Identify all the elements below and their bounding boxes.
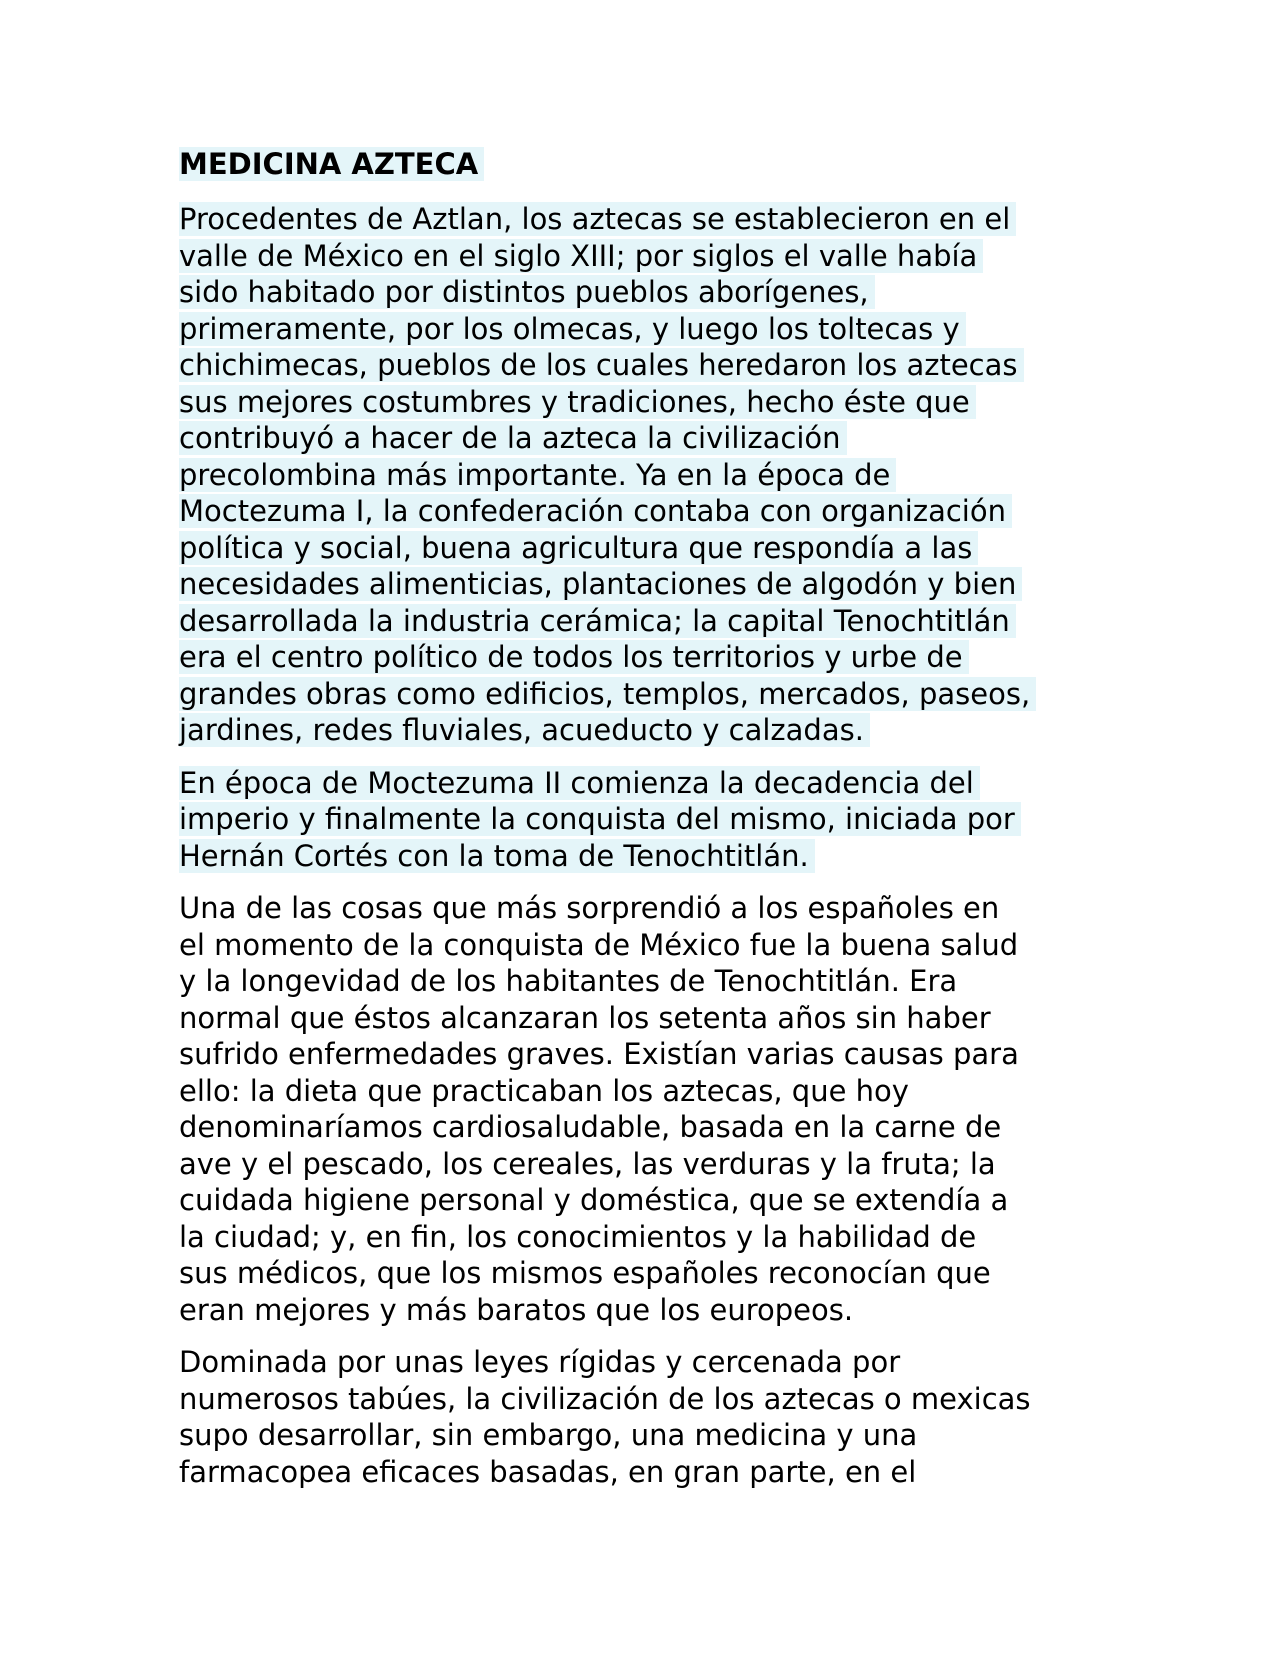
paragraph-line [179,457,1129,494]
paragraph-line-text: En época de Moctezuma II comienza la decadencia del [179,766,980,800]
paragraph [179,201,1129,749]
paragraph-line [179,347,1129,384]
paragraph-line [179,1454,1129,1491]
paragraph-line-text: chichimecas, pueblos de los cuales heredaron los aztecas [179,348,1024,382]
paragraph-line [179,274,1129,311]
paragraph-line [179,1109,1129,1146]
paragraph-line-text: numerosos tabúes, la civilización de los aztecas o mexicas [179,1381,1031,1416]
paragraph-line-text: contribuyó a hacer de la azteca la civilización [179,421,847,455]
paragraph-line-text: sufrido enfermedades graves. Existían varias causas para [179,1037,1019,1071]
paragraph-line [179,1000,1129,1037]
paragraph-line-text: Hernán Cortés con la toma de Tenochtitlán. [179,839,815,873]
paragraph-line [179,1381,1129,1418]
paragraph-line-text: el momento de la conquista de México fue la buena salud [179,927,1019,962]
paragraph-line [179,201,1129,238]
paragraph-line-text: Procedentes de Aztlan, los aztecas se establecieron en el [179,202,1016,236]
paragraph-line [179,1344,1129,1381]
paragraph-line [179,1073,1129,1110]
paragraph-line [179,566,1129,603]
paragraph-line [179,1255,1129,1292]
paragraph [179,765,1129,875]
paragraph-line-text: necesidades alimenticias, plantaciones de algodón y bien [179,567,1022,601]
paragraph-line-text: grandes obras como edificios, templos, mercados, paseos, [179,677,1036,711]
paragraph-line [179,1036,1129,1073]
paragraph-line [179,1292,1129,1329]
paragraph-line-text: Moctezuma I, la confederación contaba con organización [179,494,1012,528]
paragraph-line [179,493,1129,530]
paragraph-line-text: normal que éstos alcanzaran los setenta años sin haber [179,1000,991,1035]
paragraph-line [179,1182,1129,1219]
paragraph-line-text: imperio y finalmente la conquista del mismo, iniciada por [179,802,1021,836]
paragraph [179,1344,1129,1490]
paragraph-line [179,1417,1129,1454]
paragraph-line [179,603,1129,640]
paragraph-line [179,639,1129,676]
paragraph-line-text: supo desarrollar, sin embargo, una medicina y una [179,1418,918,1452]
paragraph-line-text: valle de México en el siglo XIII; por siglos el valle había [179,239,983,273]
paragraph-line [179,530,1129,567]
paragraph-line-text: ello: la dieta que practicaban los aztecas, que hoy [179,1073,909,1108]
paragraph-line-text: Dominada por unas leyes rígidas y cercenada por [179,1345,901,1379]
paragraph-line [179,1219,1129,1256]
paragraph-line-text: ave y el pescado, los cereales, las verduras y la fruta; la [179,1146,996,1181]
document-title-text: MEDICINA AZTECA [179,147,484,181]
paragraph-line [179,712,1129,749]
paragraph-list [179,201,1129,1490]
paragraph-line-text: sido habitado por distintos pueblos aborígenes, [179,275,875,309]
paragraph-line-text: denominaríamos cardiosaludable, basada en la carne de [179,1110,1002,1144]
paragraph-line [179,890,1129,927]
paragraph-line [179,838,1129,875]
document-body [179,146,1129,1506]
paragraph-line [179,963,1129,1000]
paragraph-line-text: primeramente, por los olmecas, y luego los toltecas y [179,312,966,346]
paragraph-line-text: sus médicos, que los mismos españoles reconocían que [179,1256,991,1290]
paragraph-line-text: eran mejores y más baratos que los europeos. [179,1292,854,1327]
paragraph-line-text: farmacopea eficaces basadas, en gran parte, en el [179,1454,917,1489]
paragraph-line-text: Una de las cosas que más sorprendió a los españoles en [179,891,1000,925]
paragraph-line [179,927,1129,964]
paragraph-line-text: desarrollada la industria cerámica; la capital Tenochtitlán [179,604,1016,638]
paragraph-line-text: sus mejores costumbres y tradiciones, hecho éste que [179,385,976,419]
paragraph-line-text: jardines, redes fluviales, acueducto y calzadas. [179,713,870,747]
paragraph-line-text: política y social, buena agricultura que respondía a las [179,531,978,565]
paragraph-line [179,384,1129,421]
paragraph-line [179,1146,1129,1183]
paragraph [179,890,1129,1328]
paragraph-line [179,238,1129,275]
paragraph-line-text: cuidada higiene personal y doméstica, que se extendía a [179,1183,1009,1217]
paragraph-line [179,676,1129,713]
paragraph-line [179,420,1129,457]
paragraph-line-text: precolombina más importante. Ya en la época de [179,458,896,492]
paragraph-line-text: la ciudad; y, en fin, los conocimientos y la habilidad de [179,1219,977,1254]
document-title [179,146,1129,183]
paragraph-line [179,801,1129,838]
paragraph-line [179,311,1129,348]
paragraph-line [179,765,1129,802]
paragraph-line-text: y la longevidad de los habitantes de Tenochtitlán. Era [179,964,958,998]
paragraph-line-text: era el centro político de todos los territorios y urbe de [179,640,969,674]
